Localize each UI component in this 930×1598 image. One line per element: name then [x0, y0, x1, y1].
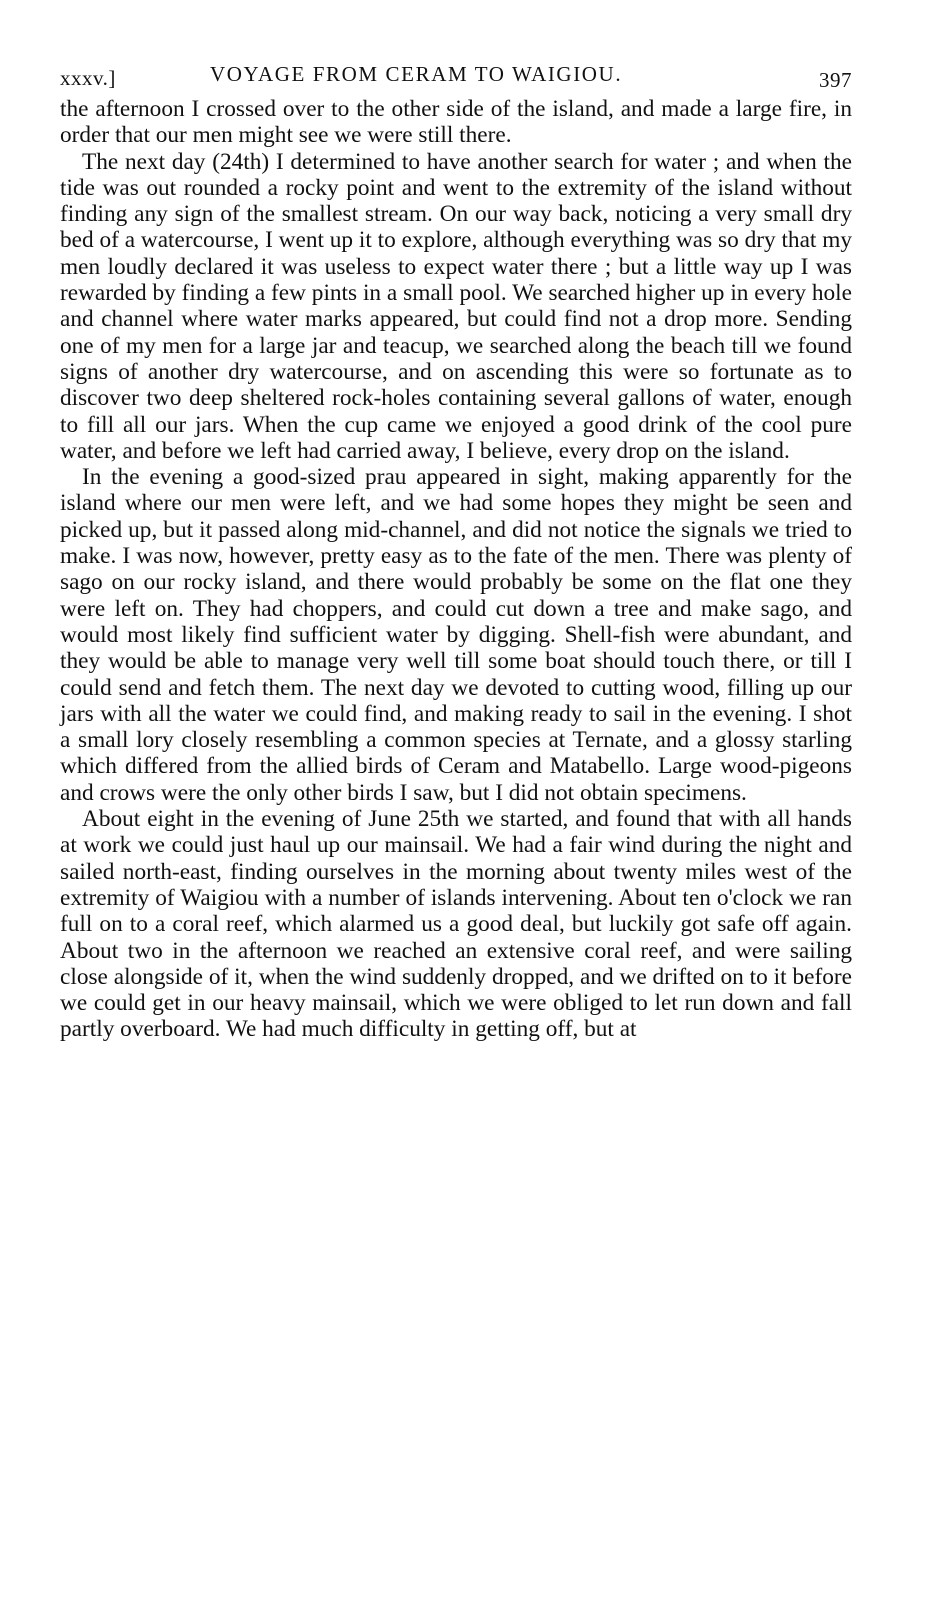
chapter-number: xxxv.]	[60, 66, 116, 90]
paragraph-search-for-water: The next day (24th) I determined to have another search for water ; and when the tide was out rounded a rocky point and went to the extremity of the island without finding any sign of the smallest stream. On our way back, noticing a very small dry bed of a watercourse, I went up it to explore, although everything was so dry that my men loudly declared it was useless to expect water there ; but a little way up I was rewarded by finding a few pints in a small pool. We searched higher up in every hole and channel where water marks appeared, but could find not a drop more. Sending one of my men for a large jar and teacup, we searched along the beach till we found signs of another dry watercourse, and on ascending this were so fortunate as to discover two deep sheltered rock-holes containing several gallons of water, enough to fill all our jars. When the cup came we enjoyed a good drink of the cool pure water, and before we left had carried away, I believe, every drop on the island.	[60, 148, 852, 464]
paragraph-departure: About eight in the evening of June 25th we started, and found that with all hands at work we could just haul up our mainsail. We had a fair wind during the night and sailed north-east, finding ourselves in the morning about twenty miles west of the extremity of Waigiou with a number of islands intervening. About ten o'clock we ran full on to a coral reef, which alarmed us a good deal, but luckily got safe off again. About two in the afternoon we reached an extensive coral reef, and were sailing close alongside of it, when the wind suddenly dropped, and we drifted on to it before we could get in our heavy mainsail, which we were obliged to let run down and fall partly overboard. We had much difficulty in getting off, but at	[60, 806, 852, 1043]
paragraph-continued: the afternoon I crossed over to the other side of the island, and made a large fire, in order that our men might see we were still there.	[60, 96, 852, 149]
running-head	[60, 62, 852, 96]
body-text	[60, 96, 852, 1043]
running-title: VOYAGE FROM CERAM TO WAIGIOU.	[210, 62, 623, 86]
paragraph-evening-prau: In the evening a good-sized prau appeared in sight, making apparently for the island where our men were left, and we had some hopes they might be seen and picked up, but it passed along mid-channel, and did not notice the signals we tried to make. I was now, however, pretty easy as to the fate of the men. There was plenty of sago on our rocky island, and there would probably be some on the flat one they were left on. They had choppers, and could cut down a tree and make sago, and would most likely find sufficient water by digging. Shell-fish were abundant, and they would be able to manage very well till some boat should touch there, or till I could send and fetch them. The next day we devoted to cutting wood, filling up our jars with all the water we could find, and making ready to sail in the evening. I shot a small lory closely resembling a common species at Ternate, and a glossy starling which differed from the allied birds of Ceram and Matabello. Large wood-pigeons and crows were the only other birds I saw, but I did not obtain specimens.	[60, 464, 852, 806]
book-page	[60, 62, 852, 1043]
page-number: 397	[819, 68, 852, 92]
